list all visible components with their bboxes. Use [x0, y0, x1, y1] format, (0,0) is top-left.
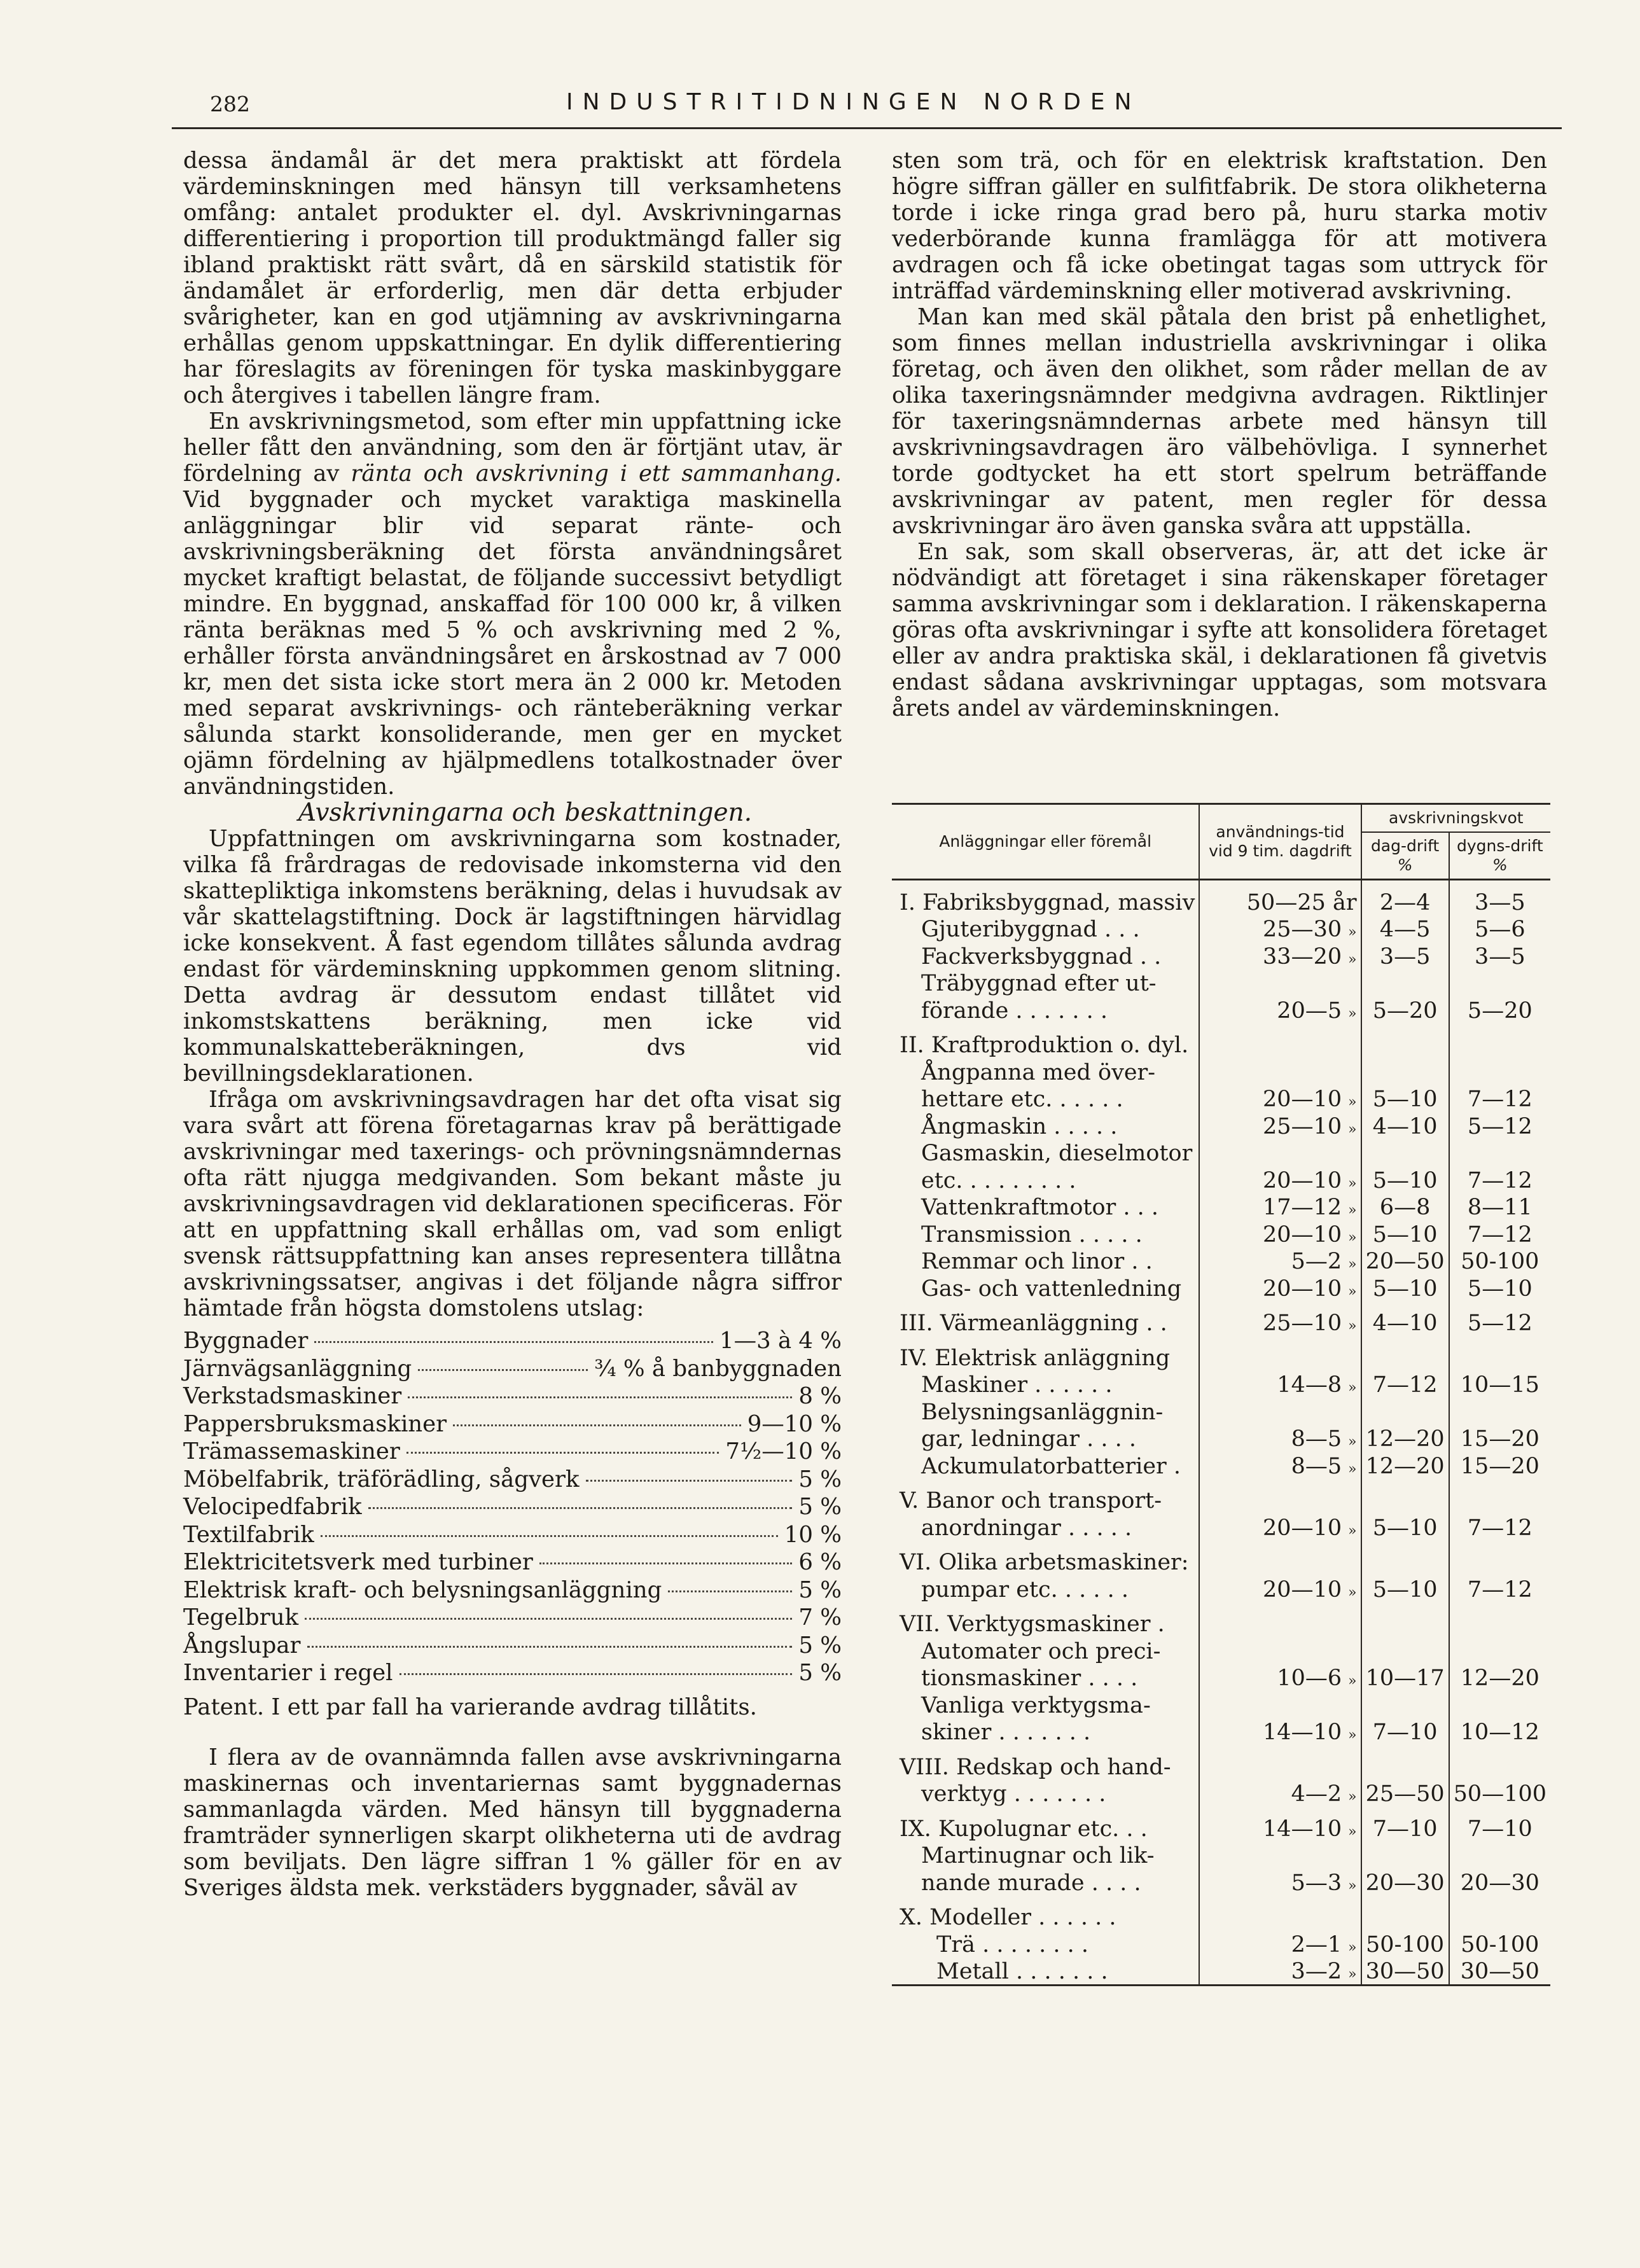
row-time: 20—10 » [1199, 1513, 1361, 1541]
row-label: Träbyggnad efter ut- [921, 971, 1157, 996]
dot-leader [668, 1590, 792, 1592]
row-round-rate [1449, 1603, 1550, 1638]
row-label: VIII. Redskap och hand- [900, 1754, 1171, 1780]
rate-row [183, 1494, 842, 1522]
table-row [892, 1807, 1550, 1842]
row-day-rate: 20—50 [1361, 1248, 1449, 1275]
rate-value: 8 % [798, 1383, 842, 1409]
row-day-rate [1361, 1637, 1449, 1664]
row-round-rate: 10—15 [1449, 1371, 1550, 1398]
row-round-rate: 7—12 [1449, 1575, 1550, 1603]
table-row [892, 880, 1550, 915]
row-time: 10—6 » [1199, 1664, 1361, 1692]
paragraph: Uppfattningen om avskrivningarna som kostnader, vilka få frårdragas de redovisade inkomsterna vid den skattepliktiga inkomstens beräkning, delas i huvudsak av vår skattelagstiftning. Dock är lagstiftningen härvidlag icke konsekvent. Å fast egendom tillåtes sålunda avdrag endast för värdeminskning uppkommen genom slitning. Detta avdrag är dessutom endast tillåtet vid inkomstskattens beräkning, men icke vid kommunalskatteberäkningen, dvs vid bevillningsdeklarationen. [183, 826, 842, 1087]
row-day-rate: 6—8 [1361, 1193, 1449, 1221]
rate-label: Byggnader [183, 1328, 309, 1354]
table-row [892, 1718, 1550, 1746]
row-time [1199, 1479, 1361, 1514]
table-row [892, 996, 1550, 1024]
row-label: Martinugnar och lik- [921, 1843, 1155, 1868]
row-round-rate: 5—10 [1449, 1274, 1550, 1302]
paragraph: En sak, som skall observeras, är, att det icke är nödvändigt att företaget i sina räkenskaper företager samma avskrivningar som i deklaration. I räkenskaperna göras ofta avskrivningar i syfte att konsolidera företaget eller av andra praktiska skäl, i deklarationen få givetvis endast sådana avskrivningar upptagas, som motsvara årets andel av värdeminskningen. [892, 539, 1547, 721]
table-row [892, 1691, 1550, 1718]
rate-value: ¾ % å banbyggnaden [594, 1355, 842, 1382]
table-row [892, 1112, 1550, 1139]
dot-leader [305, 1618, 792, 1620]
table-row [892, 1248, 1550, 1275]
rate-value: 1—3 à 4 % [719, 1328, 842, 1354]
rate-label: Järnvägsanläggning [183, 1355, 412, 1382]
row-time: 25—30 » [1199, 915, 1361, 943]
row-label: III. Värmeanläggning . . [900, 1311, 1167, 1336]
rate-value: 5 % [798, 1494, 842, 1520]
rate-list [183, 1328, 842, 1688]
row-round-rate [1449, 1139, 1550, 1167]
table-row [892, 1220, 1550, 1248]
row-label: X. Modeller . . . . . . [900, 1905, 1116, 1930]
right-column [892, 148, 1547, 721]
row-round-rate: 7—12 [1449, 1513, 1550, 1541]
paragraph: sten som trä, och för en elektrisk kraftstation. Den högre siffran gäller en sulfitfabrik. De stora olikheterna torde i icke ringa grad bero på, huru starka motiv vederbörande kunna framlägga för att motivera avdragen och få icke obetingat tagas som uttryck för inträffad värdeminskning eller motiverad avskrivning. [892, 148, 1547, 304]
rate-row [183, 1328, 842, 1356]
row-round-rate [1449, 1541, 1550, 1576]
rate-row [183, 1604, 842, 1632]
row-time [1199, 1637, 1361, 1664]
row-round-rate: 5—6 [1449, 915, 1550, 943]
rate-row [183, 1356, 842, 1384]
row-label: anordningar . . . . . [921, 1515, 1132, 1541]
row-label: Ångpanna med över- [921, 1059, 1156, 1085]
row-day-rate [1361, 1024, 1449, 1059]
rate-value: 7½—10 % [725, 1438, 842, 1464]
row-time: 20—10 » [1199, 1085, 1361, 1113]
row-label: Metall . . . . . . . [936, 1959, 1108, 1984]
row-label: förande . . . . . . . [921, 998, 1108, 1024]
paragraph: dessa ändamål är det mera praktiskt att fördela värdeminskningen med hänsyn till verksamhetens omfång: antalet produkter el. dyl. Avskrivningarnas differentiering i proportion till produktmängd faller sig ibland praktiskt rätt svårt, då en särskild statistik för ändamålet är erforderlig, men där detta erbjuder svårigheter, kan en god utjämning av avskrivningarna erhållas genom uppskattningar. En dylik differentiering har föreslagits av föreningen för tyska maskinbyggare och återgives i tabellen längre fram. [183, 148, 842, 408]
paragraph: Man kan med skäl påtala den brist på enhetlighet, som finnes mellan industriella avskrivningar i olika företag, och även den olikhet, som råder mellan de av olika taxeringsnämnder medgivna avdragen. Riktlinjer för taxeringsnämndernas arbete med hänsyn till avskrivningsavdragen äro välbehövliga. I synnerhet torde godtycket ha ett stort spelrum beträffande avskrivningar av patent, men regler för dessa avskrivningar äro även ganska svåra att uppställa. [892, 304, 1547, 539]
dot-leader [407, 1452, 719, 1454]
rate-label: Möbelfabrik, träförädling, sågverk [183, 1466, 580, 1492]
table-row [892, 1302, 1550, 1337]
dot-leader [314, 1341, 713, 1343]
row-time: 14—10 » [1199, 1718, 1361, 1746]
dot-leader [586, 1480, 793, 1482]
rate-label: Tegelbruk [183, 1604, 299, 1631]
row-label: VII. Verktygsmaskiner . [900, 1611, 1165, 1637]
row-time: 17—12 » [1199, 1193, 1361, 1221]
table-row [892, 1637, 1550, 1664]
rate-label: Inventarier i regel [183, 1660, 393, 1686]
row-day-rate [1361, 1691, 1449, 1718]
row-day-rate: 7—10 [1361, 1718, 1449, 1746]
section-heading: Avskrivningarna och beskattningen. [298, 798, 753, 827]
table-row [892, 1085, 1550, 1113]
row-time [1199, 1691, 1361, 1718]
rate-value: 5 % [798, 1576, 842, 1603]
rate-row [183, 1632, 842, 1660]
table-row [892, 1166, 1550, 1193]
row-day-rate: 12—20 [1361, 1452, 1449, 1479]
rate-label: Velocipedfabrik [183, 1494, 362, 1520]
row-time [1199, 1896, 1361, 1931]
row-time: 4—2 » [1199, 1780, 1361, 1807]
row-day-rate: 5—10 [1361, 1575, 1449, 1603]
row-time: 5—2 » [1199, 1248, 1361, 1275]
row-label: Automater och preci- [921, 1638, 1161, 1664]
row-time: 3—2 » [1199, 1958, 1361, 1986]
table-row [892, 1603, 1550, 1638]
row-label: skiner . . . . . . . [921, 1720, 1091, 1745]
row-label: Belysningsanläggnin- [921, 1399, 1164, 1425]
rate-row [183, 1577, 842, 1605]
row-day-rate: 25—50 [1361, 1780, 1449, 1807]
row-round-rate: 50—100 [1449, 1780, 1550, 1807]
row-round-rate [1449, 970, 1550, 997]
dot-leader [418, 1369, 588, 1371]
table-row [892, 1139, 1550, 1167]
row-round-rate: 8—11 [1449, 1193, 1550, 1221]
row-round-rate [1449, 1745, 1550, 1780]
row-day-rate: 5—10 [1361, 1220, 1449, 1248]
row-label: tionsmaskiner . . . . [921, 1666, 1138, 1691]
dot-leader [307, 1646, 793, 1648]
row-day-rate: 50-100 [1361, 1930, 1449, 1958]
row-round-rate: 15—20 [1449, 1425, 1550, 1452]
row-round-rate: 7—12 [1449, 1166, 1550, 1193]
row-label: Remmar och linor . . [921, 1249, 1153, 1274]
row-time [1199, 1745, 1361, 1780]
dot-leader [321, 1535, 778, 1537]
row-round-rate [1449, 1336, 1550, 1371]
row-day-rate: 5—10 [1361, 1085, 1449, 1113]
col-header-item: Anläggningar eller föremål [892, 804, 1199, 880]
row-label: hettare etc. . . . . . [921, 1087, 1123, 1112]
table-row [892, 942, 1550, 970]
row-day-rate: 4—10 [1361, 1302, 1449, 1337]
row-time: 5—3 » [1199, 1868, 1361, 1896]
row-label: gar, ledningar . . . . [921, 1426, 1137, 1452]
row-time: 2—1 » [1199, 1930, 1361, 1958]
row-round-rate: 20—30 [1449, 1868, 1550, 1896]
row-label: Maskiner . . . . . . [921, 1372, 1113, 1398]
row-round-rate: 5—12 [1449, 1302, 1550, 1337]
row-day-rate [1361, 1745, 1449, 1780]
table-row [892, 1336, 1550, 1371]
rate-label: Elektricitetsverk med turbiner [183, 1549, 533, 1575]
row-round-rate: 15—20 [1449, 1452, 1550, 1479]
row-day-rate [1361, 1336, 1449, 1371]
dot-leader [408, 1396, 792, 1398]
dot-leader [368, 1507, 793, 1509]
row-label: Fackverksbyggnad . . [921, 943, 1162, 970]
row-round-rate: 3—5 [1449, 942, 1550, 970]
row-round-rate [1449, 1398, 1550, 1425]
rate-value: 6 % [798, 1549, 842, 1575]
rate-value: 5 % [798, 1660, 842, 1686]
row-label: nande murade . . . . [921, 1870, 1141, 1896]
row-time [1199, 1024, 1361, 1059]
table-row [892, 1371, 1550, 1398]
row-round-rate: 7—10 [1449, 1807, 1550, 1842]
table-row [892, 1398, 1550, 1425]
row-day-rate: 12—20 [1361, 1425, 1449, 1452]
row-day-rate [1361, 1541, 1449, 1576]
row-label: Ackumulatorbatterier . [921, 1453, 1181, 1479]
row-day-rate: 7—10 [1361, 1807, 1449, 1842]
row-day-rate: 5—10 [1361, 1274, 1449, 1302]
table-row [892, 970, 1550, 997]
row-label: Gasmaskin, dieselmotor [921, 1141, 1193, 1166]
table-row [892, 1024, 1550, 1059]
row-round-rate: 5—12 [1449, 1112, 1550, 1139]
rate-row [183, 1522, 842, 1550]
row-day-rate: 5—10 [1361, 1166, 1449, 1193]
row-round-rate: 12—20 [1449, 1664, 1550, 1692]
journal-title: INDUSTRITIDNINGEN NORDEN [566, 89, 1141, 115]
row-day-rate [1361, 1603, 1449, 1638]
row-day-rate [1361, 1058, 1449, 1085]
row-day-rate [1361, 1398, 1449, 1425]
depreciation-table [892, 803, 1550, 1986]
rate-value: 5 % [798, 1466, 842, 1492]
rate-label: Textilfabrik [183, 1521, 314, 1548]
col-header-rate: avskrivningskvot [1361, 804, 1550, 833]
row-label: Gjuteribyggnad . . . [921, 917, 1140, 942]
col-header-time: användnings-tid vid 9 tim. dagdrift [1199, 804, 1361, 880]
row-time: 20—5 » [1199, 996, 1361, 1024]
row-round-rate [1449, 1691, 1550, 1718]
col-header-round: dygns-drift % [1449, 832, 1550, 880]
row-label: pumpar etc. . . . . . [921, 1576, 1129, 1603]
row-round-rate: 50-100 [1449, 1930, 1550, 1958]
row-day-rate: 5—20 [1361, 996, 1449, 1024]
row-label: V. Banor och transport- [900, 1488, 1162, 1513]
row-time: 20—10 » [1199, 1274, 1361, 1302]
row-label: etc. . . . . . . . . [921, 1167, 1076, 1193]
row-day-rate: 5—10 [1361, 1513, 1449, 1541]
table-row [892, 1274, 1550, 1302]
row-time: 20—10 » [1199, 1575, 1361, 1603]
row-label: IX. Kupolugnar etc. . . [900, 1816, 1148, 1842]
rate-label: Ångslupar [183, 1632, 301, 1659]
row-round-rate [1449, 1479, 1550, 1514]
row-round-rate: 50-100 [1449, 1248, 1550, 1275]
rate-label: Elektrisk kraft- och belysningsanläggning [183, 1576, 662, 1603]
row-day-rate: 10—17 [1361, 1664, 1449, 1692]
rate-value: 7 % [798, 1604, 842, 1631]
row-time [1199, 1603, 1361, 1638]
row-time: 25—10 » [1199, 1302, 1361, 1337]
row-day-rate: 7—12 [1361, 1371, 1449, 1398]
rate-value: 5 % [798, 1632, 842, 1659]
row-time: 25—10 » [1199, 1112, 1361, 1139]
table-row [892, 1541, 1550, 1576]
paragraph: Ifråga om avskrivningsavdragen har det ofta visat sig vara svårt att förena företagarnas krav på berättigade avskrivningar med taxerings- och prövningsnämndernas ofta rätt njugga medgivanden. Som bekant måste ju avskrivningsavdragen vid deklarationen specificeras. För att en uppfattning skall erhållas om, vad som enligt svensk rättsuppfattning kan anses representera tillåtna avskrivningssatser, angivas i det följande några siffror hämtade från högsta domstolens utslag: [183, 1087, 842, 1321]
row-time [1199, 1842, 1361, 1869]
row-time: 8—5 » [1199, 1452, 1361, 1479]
row-round-rate: 10—12 [1449, 1718, 1550, 1746]
row-label: verktyg . . . . . . . [921, 1781, 1106, 1807]
paragraph: I flera av de ovannämnda fallen avse avskrivningarna maskinernas och inventariernas samt byggnadernas sammanlagda värden. Med hänsyn till byggnaderna framträder synnerligen skarpt olikheterna uti de avdrag som beviljats. Den lägre siffran 1 % gäller för en av Sveriges äldsta mek. verkstäders byggnader, såväl av [183, 1744, 842, 1901]
rate-label: Trämassemaskiner [183, 1438, 400, 1464]
emphasis: ränta och avskrivning i ett sammanhang. [351, 461, 842, 487]
table-row [892, 1575, 1550, 1603]
table-row [892, 1058, 1550, 1085]
rate-value: 9—10 % [747, 1410, 842, 1437]
row-time: 8—5 » [1199, 1425, 1361, 1452]
dot-leader [539, 1562, 792, 1564]
row-time: 14—10 » [1199, 1807, 1361, 1842]
row-label: Vattenkraftmotor . . . [921, 1195, 1159, 1220]
table-row [892, 915, 1550, 943]
row-time [1199, 1336, 1361, 1371]
row-day-rate [1361, 1896, 1449, 1931]
row-time: 33—20 » [1199, 942, 1361, 970]
dot-leader [400, 1673, 793, 1675]
table-row [892, 1452, 1550, 1479]
row-time: 50—25 år [1199, 880, 1361, 915]
row-round-rate [1449, 1637, 1550, 1664]
rate-row [183, 1438, 842, 1466]
rate-row [183, 1411, 842, 1439]
table-row [892, 1958, 1550, 1986]
row-time: 20—10 » [1199, 1220, 1361, 1248]
table-row [892, 1842, 1550, 1869]
rate-row [183, 1549, 842, 1577]
row-label: Transmission . . . . . [921, 1221, 1143, 1248]
row-label: Vanliga verktygsma- [921, 1692, 1151, 1718]
row-label: Trä . . . . . . . . [936, 1931, 1088, 1958]
rate-value: 10 % [784, 1521, 842, 1548]
row-round-rate [1449, 1896, 1550, 1931]
row-day-rate: 2—4 [1361, 880, 1449, 915]
table-row [892, 1425, 1550, 1452]
row-time [1199, 1398, 1361, 1425]
row-round-rate: 7—12 [1449, 1220, 1550, 1248]
rate-label: Verkstadsmaskiner [183, 1383, 402, 1409]
row-time: 14—8 » [1199, 1371, 1361, 1398]
row-label: Ångmaskin . . . . . [921, 1113, 1118, 1139]
row-day-rate: 4—10 [1361, 1112, 1449, 1139]
row-day-rate: 20—30 [1361, 1868, 1449, 1896]
row-day-rate [1361, 970, 1449, 997]
row-round-rate [1449, 1842, 1550, 1869]
table-row [892, 1896, 1550, 1931]
row-time [1199, 1139, 1361, 1167]
row-day-rate [1361, 1479, 1449, 1514]
table-row [892, 1868, 1550, 1896]
table-row [892, 1479, 1550, 1514]
row-day-rate [1361, 1842, 1449, 1869]
table-row [892, 1780, 1550, 1807]
patent-line: Patent. I ett par fall ha varierande avdrag tillåtits. [183, 1694, 757, 1720]
row-round-rate: 30—50 [1449, 1958, 1550, 1986]
table-row [892, 1930, 1550, 1958]
row-label: VI. Olika arbetsmaskiner: [900, 1550, 1189, 1575]
row-day-rate [1361, 1139, 1449, 1167]
rate-row [183, 1660, 842, 1688]
left-column [183, 148, 842, 1901]
rate-row [183, 1383, 842, 1411]
row-round-rate: 7—12 [1449, 1085, 1550, 1113]
rate-row [183, 1466, 842, 1494]
row-round-rate [1449, 1058, 1550, 1085]
row-round-rate [1449, 1024, 1550, 1059]
row-day-rate: 3—5 [1361, 942, 1449, 970]
rate-label: Pappersbruksmaskiner [183, 1410, 447, 1437]
paragraph: En avskrivningsmetod, som efter min uppfattning icke heller fått den användning, som den är förtjänt utav, är fördelning av ränta och avskrivning i ett sammanhang. Vid byggnader och mycket varaktiga maskinella anläggningar blir vid separat ränte- och avskrivningsberäkning det första användningsåret mycket kraftigt belastat, de följande successivt betydligt mindre. En byggnad, anskaffad för 100 000 kr, å vilken ränta beräknas med 5 % och avskrivning med 2 %, erhåller första användningsåret en årskostnad av 7 000 kr, men det sista icke stort mera än 2 000 kr. Metoden med separat avskrivnings- och ränteberäkning verkar sålunda starkt konsoliderande, men ger en mycket ojämn fördelning av hjälpmedlens totalkostnader över användningstiden. [183, 408, 842, 800]
row-day-rate: 4—5 [1361, 915, 1449, 943]
table-row [892, 1193, 1550, 1221]
row-round-rate: 5—20 [1449, 996, 1550, 1024]
row-round-rate: 3—5 [1449, 880, 1550, 915]
row-day-rate: 30—50 [1361, 1958, 1449, 1986]
page-header [172, 89, 1562, 129]
row-label: II. Kraftproduktion o. dyl. [900, 1033, 1189, 1058]
table-row [892, 1745, 1550, 1780]
table-row [892, 1664, 1550, 1692]
page-number: 282 [210, 92, 250, 116]
row-time: 20—10 » [1199, 1166, 1361, 1193]
row-label: Gas- och vattenledning [921, 1276, 1182, 1302]
row-label: IV. Elektrisk anläggning [900, 1345, 1171, 1371]
row-label: I. Fabriksbyggnad, massiv [900, 889, 1195, 915]
table-row [892, 1513, 1550, 1541]
row-time [1199, 1058, 1361, 1085]
col-header-day: dag-drift % [1361, 832, 1449, 880]
row-time [1199, 1541, 1361, 1576]
row-time [1199, 970, 1361, 997]
dot-leader [453, 1424, 741, 1426]
